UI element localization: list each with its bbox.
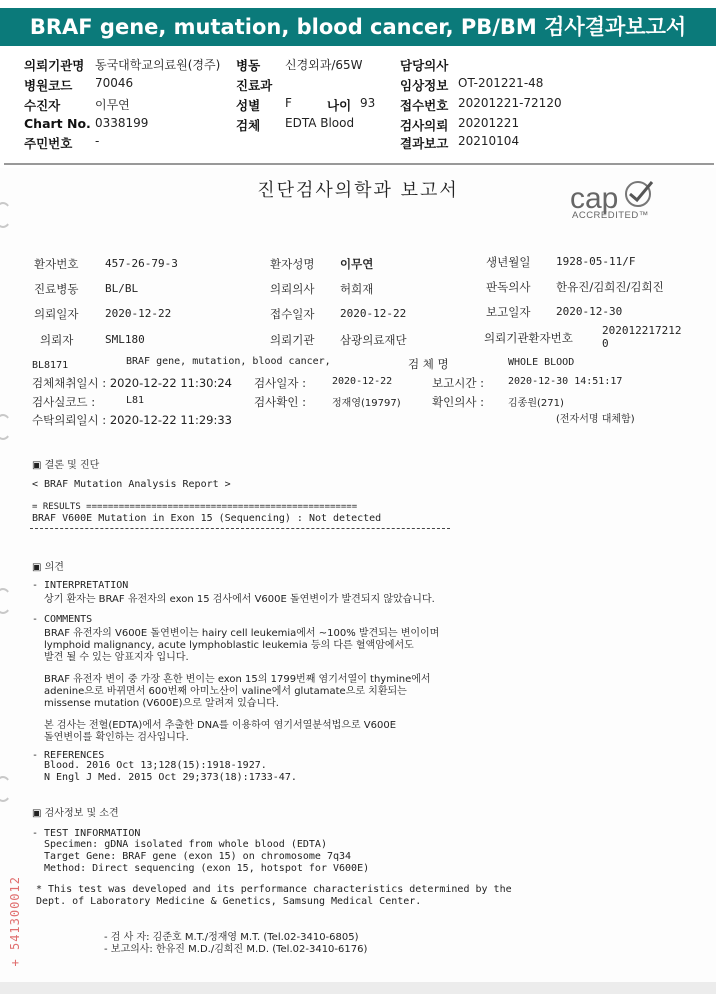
comment-line: adenine으로 바뀌면서 600번째 아미노산이 valine에서 glutamate으로 치환되는 bbox=[44, 686, 407, 697]
header-value: OT-201221-48 bbox=[458, 76, 544, 90]
patient-label: 의뢰일자 bbox=[34, 307, 79, 321]
binder-hole bbox=[0, 202, 12, 228]
section-opinion-heading: ▣ 의견 bbox=[32, 562, 64, 573]
comment-line: BRAF 유전자의 V600E 돌연변이는 hairy cell leukemia에서 ~100% 발견되는 변이이며 bbox=[44, 628, 440, 639]
reference-line: Blood. 2016 Oct 13;128(15):1918-1927. bbox=[44, 760, 267, 771]
patient-value: 허희재 bbox=[340, 282, 374, 296]
results-header: = RESULTS ================================================== bbox=[32, 502, 358, 512]
header-value: 신경외과/65W bbox=[285, 58, 363, 72]
header-value: 이무연 bbox=[95, 98, 130, 112]
footnote-line: * This test was developed and its performance characteristics determined by the bbox=[36, 884, 512, 895]
patient-label: 보고일자 bbox=[486, 305, 531, 319]
test-date-value: 2020-12-22 bbox=[332, 376, 393, 387]
report-header bbox=[0, 52, 716, 164]
header-label: 병원코드 bbox=[24, 78, 73, 93]
header-value: 동국대학교의료원(경주) bbox=[95, 58, 221, 72]
header-value: 20201221 bbox=[458, 116, 520, 130]
comment-line: 본 검사는 전혈(EDTA)에서 추출한 DNA를 이용하여 염기서열분석법으로 V600E bbox=[44, 720, 397, 731]
lab-code-label: 검사실코드 : bbox=[32, 395, 96, 409]
patient-value: 1928-05-11/F bbox=[556, 255, 636, 268]
test-date-label: 검사일자 : bbox=[254, 376, 306, 390]
header-label: 주민번호 bbox=[24, 136, 73, 151]
cap-accredited-text: ACCREDITED™ bbox=[572, 210, 649, 221]
report-title: 진단검사의학과 보고서 bbox=[257, 180, 459, 201]
report-time-label: 보고시간 : bbox=[432, 376, 484, 390]
patient-label: 의뢰기관 bbox=[270, 333, 315, 347]
patient-value: 457-26-79-3 bbox=[105, 257, 178, 270]
header-label: 검체 bbox=[236, 118, 261, 133]
interpretation-heading: - INTERPRETATION bbox=[32, 580, 129, 591]
patient-value: 한유진/김희진/김희진 bbox=[556, 280, 664, 294]
signer-line: - 보고의사: 한유진 M.D./김희진 M.D. (Tel.02-3410-6176) bbox=[104, 944, 368, 955]
patient-value: SML180 bbox=[105, 333, 145, 346]
patient-label: 의뢰의사 bbox=[270, 282, 315, 296]
header-value: 20201221-72120 bbox=[458, 96, 562, 110]
header-value: EDTA Blood bbox=[285, 116, 355, 130]
patient-value: 2020-12-22 bbox=[105, 307, 172, 320]
header-label: 진료과 bbox=[236, 78, 273, 93]
patient-label: 환자성명 bbox=[270, 257, 315, 271]
patient-label: 진료병동 bbox=[34, 282, 79, 296]
bottom-strip bbox=[0, 982, 716, 994]
header-value: - bbox=[95, 134, 100, 148]
test-code: BL8171 bbox=[32, 360, 69, 371]
report-banner-title: BRAF gene, mutation, blood cancer, PB/BM 검사결과보고서 bbox=[0, 8, 716, 46]
reference-line: N Engl J Med. 2015 Oct 29;373(18):1733-47. bbox=[44, 772, 297, 783]
section-result-heading: ▣ 결론 및 진단 bbox=[32, 460, 100, 471]
header-label: 결과보고 bbox=[400, 136, 449, 151]
patient-label: 생년월일 bbox=[486, 255, 531, 269]
test-info-line: Target Gene: BRAF gene (exon 15) on chromosome 7q34 bbox=[44, 851, 352, 862]
patient-value: 이무연 bbox=[340, 257, 374, 271]
e-signature-note: (전자서명 대체함) bbox=[556, 414, 635, 425]
scanned-report bbox=[0, 168, 716, 994]
results-divider bbox=[30, 528, 450, 529]
confirm-doctor-value: 김종원(271) bbox=[508, 398, 564, 409]
section-info-heading: ▣ 검사정보 및 소견 bbox=[32, 808, 119, 819]
consign-datetime: 수탁의뢰일시 : 2020-12-22 11:29:33 bbox=[32, 413, 232, 427]
header-label: 성별 bbox=[236, 98, 261, 113]
header-label: 수진자 bbox=[24, 98, 61, 113]
patient-label: 의뢰자 bbox=[40, 333, 74, 347]
header-label: 검사의뢰 bbox=[400, 118, 449, 133]
interpretation-text: 상기 환자는 BRAF 유전자의 exon 15 검사에서 V600E 돌연변이가 발견되지 않았습니다. bbox=[44, 594, 435, 605]
analysis-report-title: < BRAF Mutation Analysis Report > bbox=[32, 479, 231, 490]
binder-hole bbox=[0, 414, 12, 440]
results-line: BRAF V600E Mutation in Exon 15 (Sequencing) : Not detected bbox=[32, 513, 382, 524]
age-value: 93 bbox=[360, 96, 376, 110]
header-value: 0338199 bbox=[95, 116, 149, 130]
header-value: F bbox=[285, 96, 292, 110]
patient-label: 판독의사 bbox=[486, 280, 531, 294]
test-confirm-label: 검사확인 : bbox=[254, 395, 306, 409]
cap-check-icon bbox=[622, 178, 658, 208]
header-label: 담당의사 bbox=[400, 58, 449, 73]
header-value: 70046 bbox=[95, 76, 134, 90]
collection-datetime: 검체채취일시 : 2020-12-22 11:30:24 bbox=[32, 376, 232, 390]
test-info-line: Specimen: gDNA isolated from whole blood (EDTA) bbox=[44, 839, 327, 850]
references-heading: - REFERENCES bbox=[32, 750, 105, 761]
test-confirm-value: 정재영(19797) bbox=[332, 398, 401, 409]
confirm-doctor-label: 확인의사 : bbox=[432, 395, 484, 409]
comment-line: lymphoid malignancy, acute lymphoblastic leukemia 등의 다른 혈액암에서도 bbox=[44, 640, 414, 651]
header-label: 병동 bbox=[236, 58, 261, 73]
test-name: BRAF gene, mutation, blood cancer, bbox=[126, 356, 331, 367]
patient-value: 2020-12-22 bbox=[340, 307, 407, 320]
header-label: Chart No. bbox=[24, 116, 91, 131]
header-value: 20210104 bbox=[458, 134, 520, 148]
header-divider bbox=[4, 163, 714, 165]
comment-line: 돌연변이를 확인하는 검사입니다. bbox=[44, 732, 189, 743]
comments-heading: - COMMENTS bbox=[32, 614, 93, 625]
header-label: 의뢰기관명 bbox=[24, 58, 85, 73]
binder-hole bbox=[0, 588, 12, 614]
test-info-line: Method: Direct sequencing (exon 15, hotspot for V600E) bbox=[44, 863, 370, 874]
patient-value: 2020-12-30 bbox=[556, 305, 623, 318]
lab-code-value: L81 bbox=[126, 395, 145, 406]
header-label: 접수번호 bbox=[400, 98, 449, 113]
age-label: 나이 bbox=[327, 98, 352, 113]
patient-value: 202012217212 bbox=[602, 324, 682, 337]
patient-value: 삼광의료재단 bbox=[340, 333, 407, 347]
binder-hole bbox=[0, 776, 12, 802]
patient-value: BL/BL bbox=[105, 282, 139, 295]
patient-label: 접수일자 bbox=[270, 307, 315, 321]
patient-label: 의뢰기관환자번호 bbox=[484, 331, 573, 345]
comment-line: BRAF 유전자 변이 중 가장 흔한 변이는 exon 15의 1799번째 염기서열이 thymine에서 bbox=[44, 674, 431, 685]
test-info-heading: - TEST INFORMATION bbox=[32, 828, 141, 839]
specimen-label: 검 체 명 bbox=[408, 357, 449, 371]
comment-line: missense mutation (V600E)으로 알려져 있습니다. bbox=[44, 698, 279, 709]
comment-line: 발견 될 수 있는 암표지자 입니다. bbox=[44, 652, 189, 663]
side-barcode-number: + 541300012 bbox=[8, 876, 22, 967]
header-label: 임상정보 bbox=[400, 78, 449, 93]
footnote-line: Dept. of Laboratory Medicine & Genetics, Samsung Medical Center. bbox=[36, 896, 422, 907]
specimen-value: WHOLE BLOOD bbox=[508, 357, 575, 368]
report-time-value: 2020-12-30 14:51:17 bbox=[508, 376, 623, 387]
patient-value: 0 bbox=[602, 337, 609, 350]
signer-line: - 검 사 자: 김준호 M.T./정재영 M.T. (Tel.02-3410-6805) bbox=[104, 932, 359, 943]
patient-label: 환자번호 bbox=[34, 257, 79, 271]
cap-logo-text: cap bbox=[570, 182, 619, 215]
